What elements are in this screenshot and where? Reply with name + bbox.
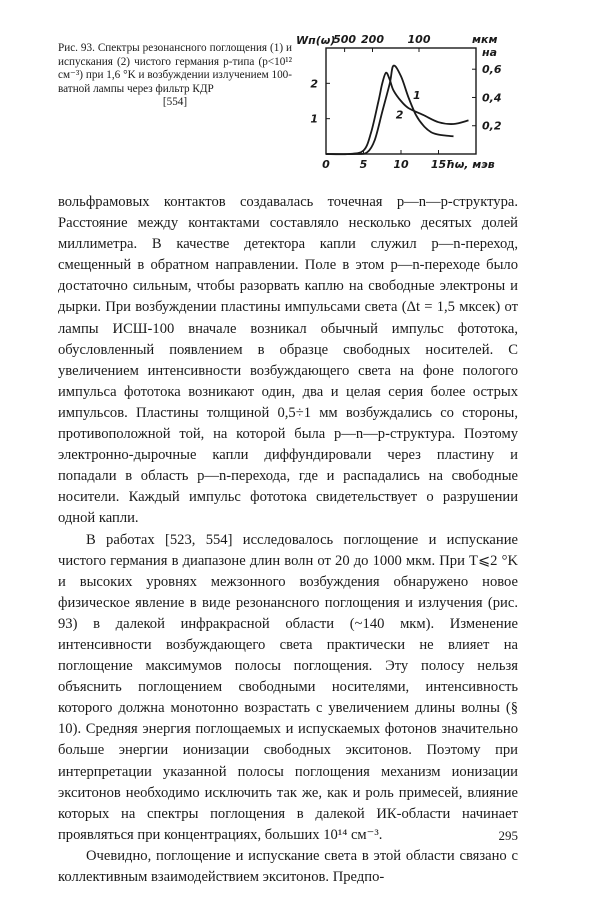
paragraph-1: вольфрамовых контактов создавалась точечная p—n—p-структура. Расстояние между контактами составляло несколько десятых долей миллиметра. В качестве детектора капли служил p—n-переход, смещенный в обратном направлении. Поле в этом p—n-переходе было достаточно сильным, чтобы разорвать каплю на свободные электроны и дырки. При возбуждении пластины импульсами света (Δt = 1,5 мксек) от лампы ИСШ-100 вначале возникал обычный импульс фототока, обусловленный появлением в образце свободных носителей. С увеличением интенсивности возбуждающего света на фоне пологого импульса фототока возникают один, два и целая серия более острых импульсов. Пластины толщиной 0,5÷1 мм возбуждались со стороны, противоположной той, на которой была p—n—p-структура. Поэтому электронно-дырочные капли диффундировали через пластину и попадали в область p—n-перехода, где и распадались на свободные носители. Каждый импульс фототока свидетельствует о разрушении одной капли. — [58, 194, 518, 527]
left-axis-label: Wп(ω) — [296, 34, 336, 47]
bottom-tick-label: 10 — [393, 158, 409, 171]
right-tick-label: 0,2 — [482, 119, 502, 133]
top-tick-label: 100 — [407, 33, 431, 46]
paragraph-2: В работах [523, 554] исследовалось поглощение и испускание чистого германия в диапазоне длин волн от 20 до 1000 мкм. При T⩽2 °K и высоких уровнях межзонного возбуждения обнаружено новое физическое явление в виде резонансного поглощения и излучения (рис. 93) в далекой инфракрасной области (~140 мкм). Изменение интенсивности возбуждающего света практически не влияет на поглощение максимумов полосы поглощения. Эту полосу нельзя объяснить поглощением свободными носителями, интенсивность которого должна монотонно возрастать с увеличением длины волны (§ 10). Средняя энергия поглощаемых и испускаемых фотонов значительно больше энергии ионизации свободных экситонов. Поэтому при интерпретации указанной полосы поглощения механизм ионизации экситонов необходимо исключить так же, как и роль примесей, влияние которых на спектры поглощения в далекой ИК-области начинает проявляться при концентрациях, больших 10¹⁴ см⁻³. — [58, 531, 518, 843]
left-tick-label: 1 — [310, 112, 318, 126]
top-tick-label: 200 — [361, 33, 384, 46]
spectrum-figure — [296, 28, 516, 178]
right-tick-label: 0,6 — [482, 63, 502, 77]
bottom-tick-label: 0 — [322, 158, 330, 171]
chart-ticks — [310, 33, 501, 171]
bottom-tick-label: 15 — [430, 158, 447, 171]
bottom-axis-label: ħω, мэв — [446, 158, 495, 171]
right-axis-label: на — [482, 46, 498, 59]
bottom-tick-label: 5 — [359, 158, 368, 171]
top-tick-label: 500 — [333, 33, 357, 46]
top-axis-label: мкм — [472, 33, 498, 46]
caption-reference: [554] — [162, 96, 188, 109]
curve-label-1: 1 — [413, 89, 421, 103]
figure-caption — [58, 42, 292, 110]
main-text — [58, 192, 518, 888]
spectrum-chart — [296, 28, 516, 178]
curve-label-2: 2 — [395, 108, 404, 122]
page-number: 295 — [498, 828, 518, 843]
left-tick-label: 2 — [310, 77, 318, 91]
series-curve-2 — [326, 66, 454, 155]
paragraph-3: Очевидно, поглощение и испускание света в этой области связано с коллективным взаимодействием экситонов. Предпо- — [58, 847, 518, 885]
right-tick-label: 0,4 — [482, 91, 502, 105]
caption-text: Рис. 93. Спектры резонансного поглощения (1) и испускания (2) чистого германия p-типа (p<10¹² см⁻³) при 1,6 °K и возбуждении излучением 100-ватной лампы через фильтр КДР — [58, 42, 292, 95]
